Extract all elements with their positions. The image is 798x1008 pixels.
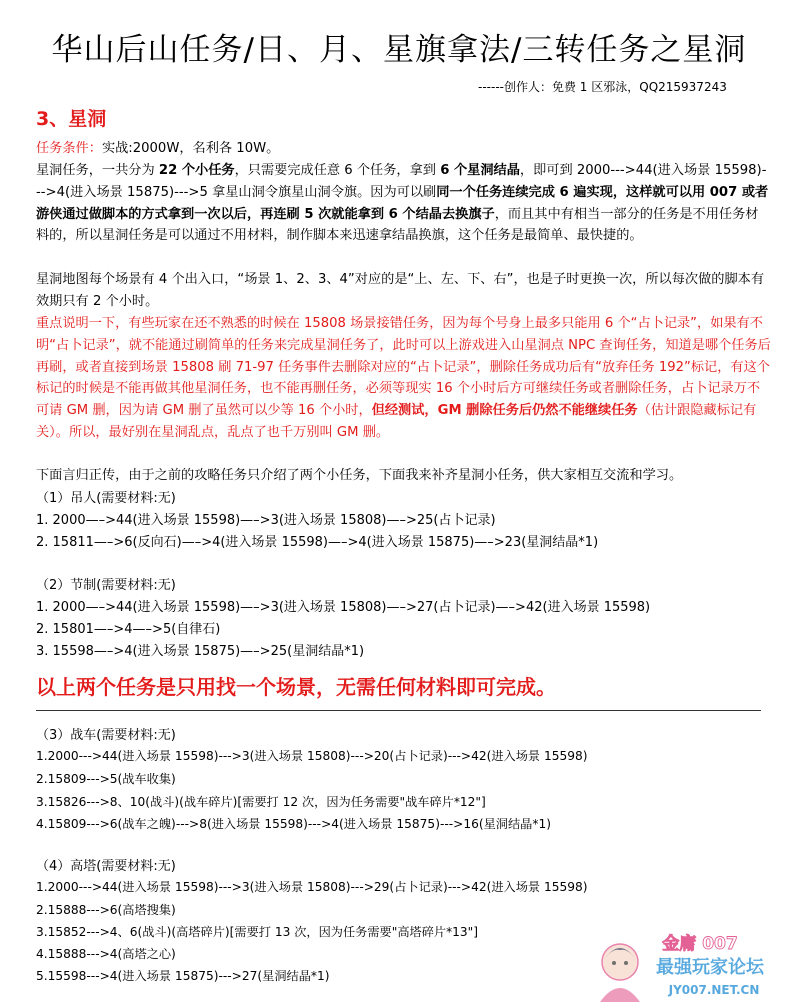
warning-seg-1: 重点说明一下，有些玩家在还不熟悉的时候在 15808 场景接错任务，因为每个号身上最多只能用 6 个“占卜记录”，如果有不明“占卜记录”，就不能通过刷简单的任务来完成星洞任务了，此时可以上游戏进入山星洞点 NPC 查询任务，知道是哪个任务后再刷，或者直接到场景 15808 刷 71-97 任务事件去删除对应的“占卜记录”，删除任务成功后有“放弃任务 192”标记，有这个标记的时候是不能再做其他星洞任务，也不能再删任务，必须等现实 16 个小时后方可继续任务或者删除任务，占卜记录万不可请 GM 删，因为请 GM 删了虽然可以少等 16 个小时， — [36, 316, 771, 419]
section-heading: 3、星洞 — [36, 108, 107, 130]
main-seg-6: 同一个任务连续完成 6 遍实现，这样就可以用 007 或者游侠通过做脚本的方式拿到一次以后，再连刷 5 次就能拿到 6 个结晶去换旗子 — [36, 184, 769, 222]
task-1-step-1: 1. 2000—–>44(进入场景 15598)—–>3(进入场景 15808)—–>25(占卜记录) — [36, 513, 496, 528]
task-heading-1: （1）吊人(需要材料:无) — [36, 491, 176, 506]
divider — [36, 710, 761, 711]
main-seg-1: 星洞任务，一共分为 — [36, 163, 159, 178]
task-heading-4: （4）高塔(需要材料:无) — [36, 859, 176, 874]
task-3-step-2: 2.15809--->5(战车收集) — [36, 772, 176, 786]
character-mascot-icon — [600, 944, 640, 1002]
map-paragraph: 星洞地图每个场景有 4 个出入口，“场景 1、2、3、4”对应的是“上、左、下、右”，也是子时更换一次，所以每次做的脚本有效期只有 2 个小时。 — [36, 272, 765, 309]
task-4-step-3: 3.15852--->4、6(战斗)(高塔碎片)[需要打 13 次，因为任务需要"高塔碎片*13"] — [36, 925, 479, 939]
conditions-label: 任务条件： — [36, 141, 102, 156]
task-4-step-2: 2.15888--->6(高塔搜集) — [36, 903, 176, 917]
task-4-step-1: 1.2000--->44(进入场景 15598)--->3(进入场景 15808)--->29(占卜记录)--->42(进入场景 15598) — [36, 880, 588, 894]
conditions-text: 实战:2000W，名利各 10W。 — [101, 141, 280, 156]
main-paragraph — [36, 160, 771, 247]
warning-seg-3: （估计跟隐藏标记有关）。所以，最好别在星洞乱点，乱点了也千万别叫 GM 删。 — [36, 403, 757, 440]
watermark-line-3: JY007.NET.CN — [668, 983, 760, 997]
task-2-step-1: 1. 2000—–>44(进入场景 15598)—–>3(进入场景 15808)—–>27(占卜记录)—–>42(进入场景 15598) — [36, 600, 651, 615]
emphasis-note: 以上两个任务是只用找一个场景，无需任何材料即可完成。 — [36, 675, 556, 699]
main-seg-2: 22 个小任务 — [158, 163, 235, 178]
main-seg-4: 6 个星洞结晶 — [440, 163, 520, 178]
main-seg-5: ，即可到 2000--->44(进入场景 15598)--->4(进入场景 15875)--->5 拿星山洞令旗星山洞令旗。因为可以刷 — [36, 163, 767, 200]
page-title: 华山后山任务/日、月、星旗拿法/三转任务之星洞 — [51, 32, 747, 68]
task-4-step-5: 5.15598--->4(进入场景 15875)--->27(星洞结晶*1) — [36, 969, 330, 983]
watermark-line-1: 金庸 007 — [662, 934, 738, 954]
intro-paragraph: 下面言归正传，由于之前的攻略任务只介绍了两个小任务，下面我来补齐星洞小任务，供大家相互交流和学习。 — [36, 468, 683, 483]
task-2-step-2: 2. 15801—–>4—–>5(自律石) — [36, 622, 221, 637]
task-2-step-3: 3. 15598—–>4(进入场景 15875)—–>25(星洞结晶*1) — [36, 644, 365, 659]
task-3-step-3: 3.15826--->8、10(战斗)(战车碎片)[需要打 12 次，因为任务需要"战车碎片*12"] — [36, 795, 486, 809]
task-heading-2: （2）节制(需要材料:无) — [36, 578, 176, 593]
forum-watermark-logo — [592, 930, 794, 1004]
task-1-step-2: 2. 15811—–>6(反向石)—–>4(进入场景 15598)—–>4(进入场景 15875)—–>23(星洞结晶*1) — [36, 535, 599, 550]
task-3-step-4: 4.15809--->6(战车之魄)--->8(进入场景 15598)--->4(进入场景 15875)--->16(星洞结晶*1) — [36, 817, 551, 831]
task-4-step-4: 4.15888--->4(高塔之心) — [36, 947, 176, 961]
warning-seg-2: 但经测试，GM 删除任务后仍然不能继续任务 — [371, 403, 638, 419]
task-heading-3: （3）战车(需要材料:无) — [36, 728, 176, 743]
task-3-step-1: 1.2000--->44(进入场景 15598)--->3(进入场景 15808)--->20(占卜记录)--->42(进入场景 15598) — [36, 749, 588, 763]
author-byline: ------创作人：免费 1 区邪泳，QQ215937243 — [478, 80, 727, 94]
main-seg-7: ，而且其中有相当一部分的任务是不用任务材料的，所以星洞任务是可以通过不用材料，制作脚本来迅速拿结晶换旗，这个任务是最简单、最快捷的。 — [36, 206, 759, 244]
watermark-line-2: 最强玩家论坛 — [656, 957, 764, 978]
task-conditions — [36, 138, 771, 160]
warning-paragraph — [36, 313, 771, 444]
main-seg-3: ，只需要完成任意 6 个任务，拿到 — [234, 163, 441, 178]
